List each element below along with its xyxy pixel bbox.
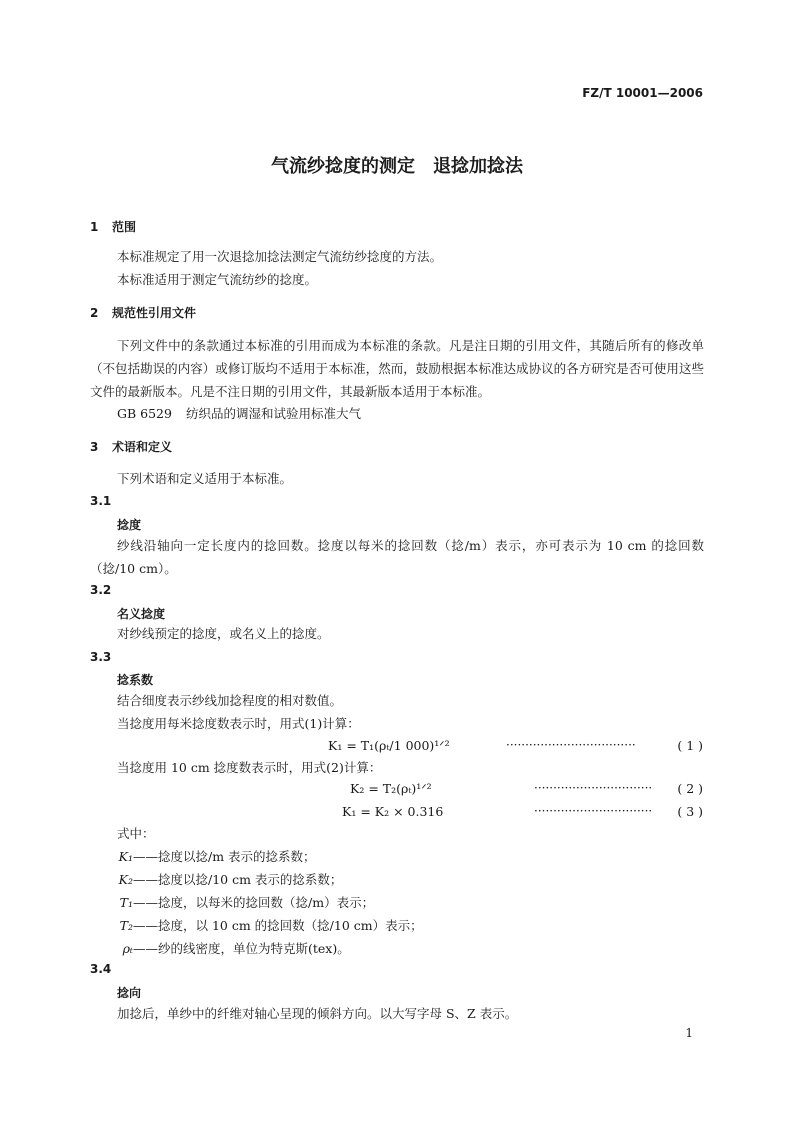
section-1-paragraph: 本标准适用于测定气流纺纱的捻度。 — [117, 272, 318, 287]
section-3-heading — [90, 438, 172, 455]
reference-code: GB 6529 — [117, 406, 172, 421]
variable-symbol: T₁ — [119, 895, 133, 910]
variable-item — [117, 845, 316, 868]
variable-item — [117, 891, 374, 914]
section-3-intro: 下列术语和定义适用于本标准。 — [117, 471, 293, 486]
term-definition: 当捻度用 10 cm 捻度数表示时，用式(2)计算： — [117, 760, 382, 775]
equation-leader: ······························· — [534, 781, 653, 795]
page-title: 气流纱捻度的测定 退捻加捻法 — [271, 156, 523, 177]
term-definition: 纱线沿轴向一定长度内的捻回数。捻度以每米的捻回数（捻/m）表示，亦可表示为 10 cm 的捻回数（捻/10 cm）。 — [90, 538, 704, 576]
section-2-paragraph: 下列文件中的条款通过本标准的引用而成为本标准的条款。凡是注日期的引用文件，其随后所有的修改单（不包括勘误的内容）或修订版均不适用于本标准，然而，鼓励根据本标准达成协议的各方研究是否可使用这些文件的最新版本。凡是不注日期的引用文件，其最新版本适用于本标准。 — [90, 338, 704, 399]
section-2-heading — [90, 304, 196, 321]
subsection-number: 3.3 — [90, 650, 112, 664]
normative-reference — [117, 402, 361, 425]
section-number: 1 — [90, 220, 99, 234]
section-1-heading — [90, 218, 136, 235]
section-number: 2 — [90, 306, 99, 320]
variable-symbol: T₂ — [119, 918, 133, 933]
term-definition: 对纱线预定的捻度，或名义上的捻度。 — [117, 626, 330, 641]
section-1-paragraph: 本标准规定了用一次退捻加捻法测定气流纺纱捻度的方法。 — [117, 249, 443, 264]
equation-leader: ·································· — [506, 738, 636, 752]
standard-code: FZ/T 10001—2006 — [582, 86, 703, 100]
variable-description: ——捻度以捻/10 cm 表示的捻系数； — [133, 872, 343, 887]
variable-symbol: ρₜ — [122, 941, 133, 956]
variable-item — [117, 868, 342, 891]
section-title: 术语和定义 — [112, 440, 173, 454]
section-number: 3 — [90, 440, 99, 454]
variable-symbol: K₂ — [118, 872, 133, 887]
term-title: 捻度 — [117, 518, 142, 532]
equation-number: ( 2 ) — [677, 781, 703, 796]
variable-symbol: K₁ — [118, 849, 133, 864]
subsection-number: 3.4 — [90, 962, 112, 976]
variable-description: ——捻度以捻/m 表示的捻系数； — [133, 849, 316, 864]
page-number: 1 — [685, 1026, 693, 1040]
equation-2: K₂ = T₂(ρₜ)¹ᐟ² — [350, 781, 432, 796]
where-label: 式中： — [117, 826, 155, 841]
subsection-number: 3.2 — [90, 583, 112, 597]
equation-number: ( 3 ) — [677, 804, 703, 819]
subsection-number: 3.1 — [90, 494, 112, 508]
term-title: 捻系数 — [117, 673, 154, 687]
equation-leader: ······························· — [534, 804, 653, 818]
term-title: 捻向 — [117, 986, 142, 1000]
variable-item — [117, 937, 350, 960]
variable-description: ——捻度，以每米的捻回数（捻/m）表示； — [133, 895, 375, 910]
section-title: 范围 — [112, 220, 137, 234]
term-definition: 加捻后，单纱中的纤维对轴心呈现的倾斜方向。以大写字母 S、Z 表示。 — [117, 1006, 518, 1021]
equation-3: K₁ = K₂ × 0.316 — [342, 804, 444, 819]
section-title: 规范性引用文件 — [112, 306, 197, 320]
term-definition: 结合细度表示纱线加捻程度的相对数值。 — [117, 693, 343, 708]
term-title: 名义捻度 — [117, 607, 166, 621]
variable-item — [117, 914, 423, 937]
variable-description: ——捻度，以 10 cm 的捻回数（捻/10 cm）表示； — [133, 918, 423, 933]
variable-description: ——纱的线密度，单位为特克斯(tex)。 — [133, 941, 350, 956]
reference-title: 纺织品的调湿和试验用标准大气 — [185, 406, 361, 421]
equation-number: ( 1 ) — [677, 738, 703, 753]
equation-1: K₁ = T₁(ρₜ/1 000)¹ᐟ² — [328, 738, 450, 753]
term-definition: 当捻度用每米捻度数表示时，用式(1)计算： — [117, 716, 360, 731]
